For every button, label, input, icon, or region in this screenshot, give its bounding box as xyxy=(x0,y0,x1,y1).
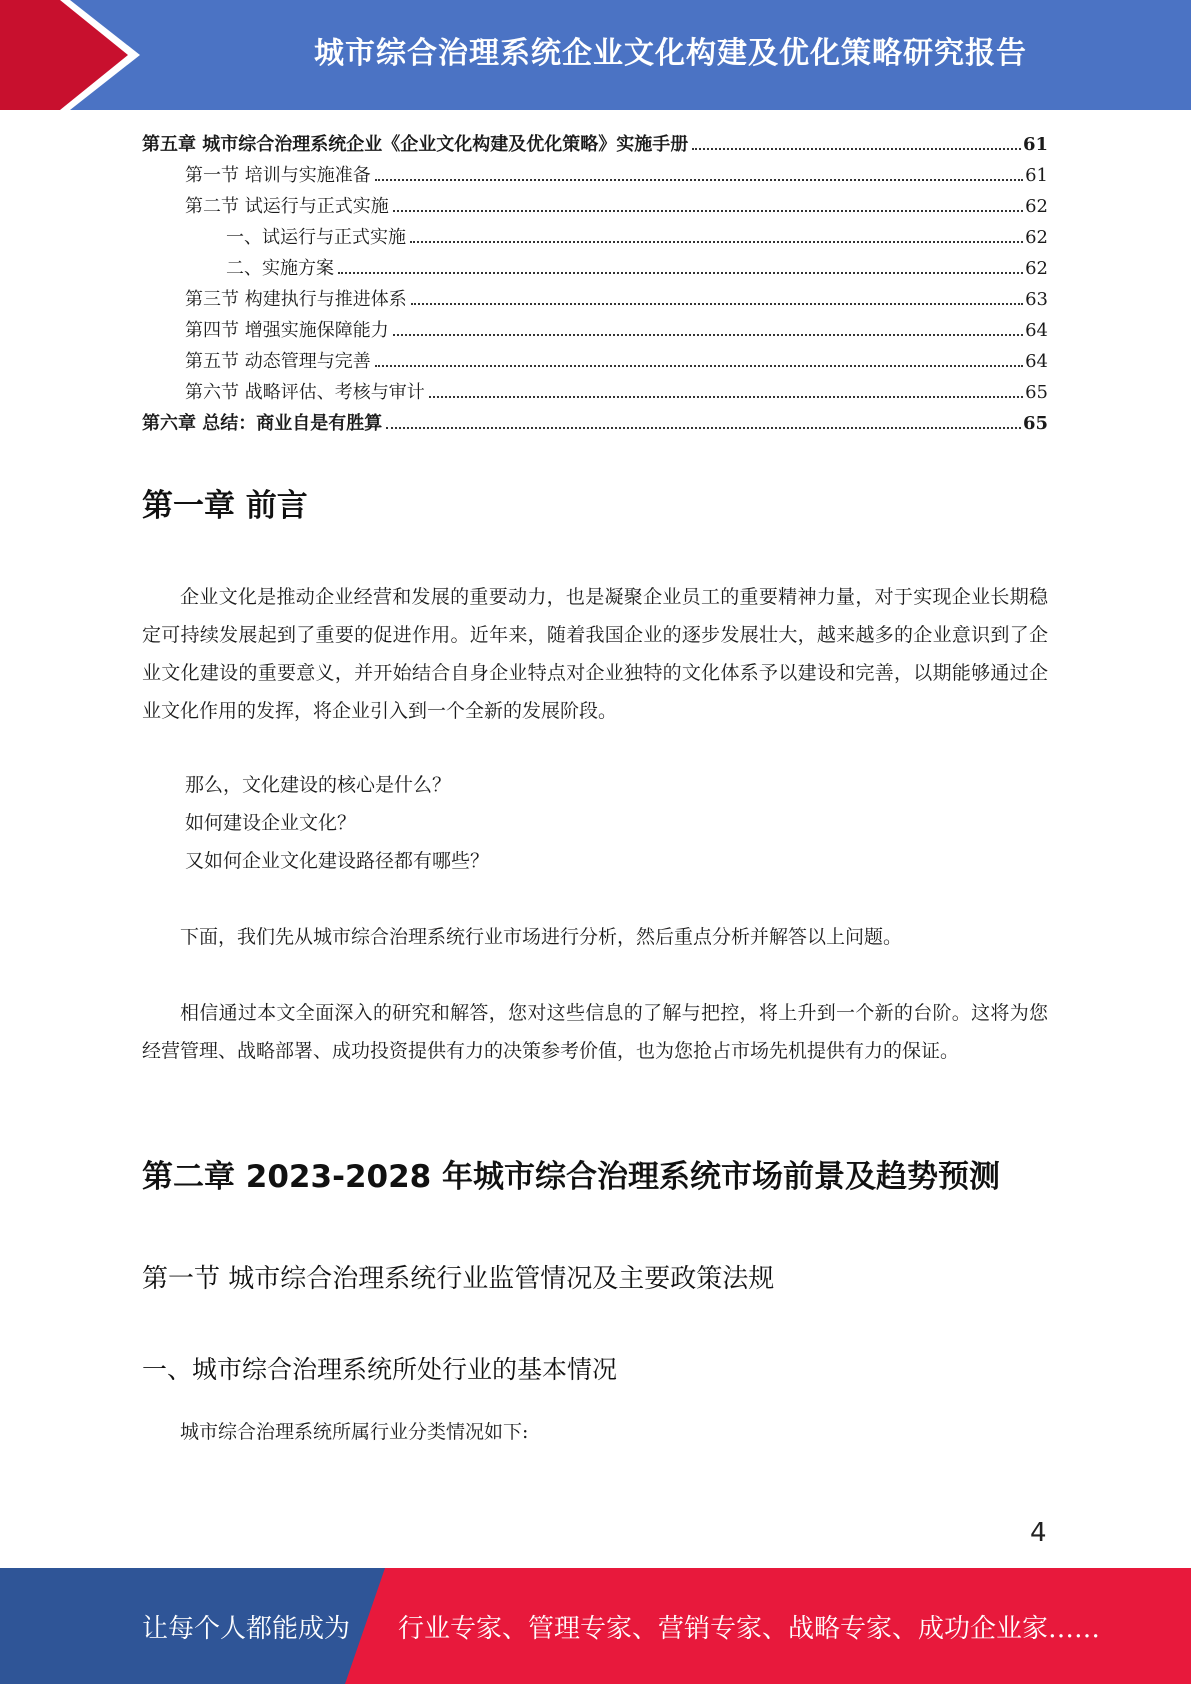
table-of-contents xyxy=(142,130,1048,440)
toc-page: 62 xyxy=(1025,196,1048,217)
toc-page: 63 xyxy=(1025,289,1048,310)
toc-label: 第四节 增强实施保障能力 xyxy=(185,320,389,341)
toc-page: 61 xyxy=(1025,165,1048,186)
toc-label: 第二节 试运行与正式实施 xyxy=(185,196,389,217)
toc-leader xyxy=(338,272,1023,274)
chapter-1-heading: 第一章 前言 xyxy=(142,488,308,524)
chapter-1-paragraph: 下面，我们先从城市综合治理系统行业市场进行分析，然后重点分析并解答以上问题。 xyxy=(180,926,903,948)
toc-entry[interactable] xyxy=(142,223,1048,254)
toc-page: 64 xyxy=(1025,351,1048,372)
toc-label: 第一节 培训与实施准备 xyxy=(185,165,371,186)
toc-label: 二、实施方案 xyxy=(226,258,334,279)
question-line: 那么，文化建设的核心是什么？ xyxy=(185,774,452,796)
header-arrow-decoration xyxy=(0,0,150,110)
toc-label: 第五节 动态管理与完善 xyxy=(185,351,371,372)
toc-leader xyxy=(393,210,1023,212)
chapter-2-heading: 第二章 2023-2028 年城市综合治理系统市场前景及趋势预测 xyxy=(142,1159,1001,1195)
toc-leader xyxy=(375,365,1023,367)
toc-leader xyxy=(393,334,1023,336)
toc-leader xyxy=(692,148,1021,150)
toc-entry[interactable] xyxy=(142,130,1048,161)
page-header xyxy=(0,0,1191,110)
toc-leader xyxy=(386,427,1021,429)
question-line: 又如何企业文化建设路径都有哪些？ xyxy=(185,850,490,872)
toc-page: 62 xyxy=(1025,258,1048,279)
toc-label: 一、试运行与正式实施 xyxy=(226,227,406,248)
section-heading: 第一节 城市综合治理系统行业监管情况及主要政策法规 xyxy=(142,1264,775,1294)
footer-slogan-left: 让每个人都能成为 xyxy=(142,1613,351,1644)
toc-label: 第六章 总结：商业自是有胜算 xyxy=(142,413,383,434)
toc-entry[interactable] xyxy=(142,378,1048,409)
subsection-heading: 一、城市综合治理系统所处行业的基本情况 xyxy=(142,1355,618,1384)
toc-page: 62 xyxy=(1025,227,1048,248)
page-number: 4 xyxy=(1030,1518,1047,1548)
header-title: 城市综合治理系统企业文化构建及优化策略研究报告 xyxy=(314,36,1027,71)
toc-leader xyxy=(411,303,1023,305)
toc-entry[interactable] xyxy=(142,409,1048,440)
toc-entry[interactable] xyxy=(142,285,1048,316)
question-line: 如何建设企业文化？ xyxy=(185,812,357,834)
footer-slogan-right: 行业专家、管理专家、营销专家、战略专家、成功企业家…… xyxy=(398,1613,1101,1644)
page-footer xyxy=(0,1568,1191,1684)
toc-page: 64 xyxy=(1025,320,1048,341)
toc-leader xyxy=(429,396,1023,398)
chapter-1-paragraph: 企业文化是推动企业经营和发展的重要动力，也是凝聚企业员工的重要精神力量，对于实现企业长期稳定可持续发展起到了重要的促进作用。近年来，随着我国企业的逐步发展壮大，越来越多的企业意识到了企业文化建设的重要意义，并开始结合自身企业特点对企业独特的文化体系予以建设和完善，以期能够通过企业文化作用的发挥，将企业引入到一个全新的发展阶段。 xyxy=(142,586,1048,722)
toc-label: 第六节 战略评估、考核与审计 xyxy=(185,382,425,403)
toc-entry[interactable] xyxy=(142,347,1048,378)
toc-page: 65 xyxy=(1022,413,1048,434)
toc-entry[interactable] xyxy=(142,316,1048,347)
toc-page: 65 xyxy=(1025,382,1048,403)
chapter-2-paragraph: 城市综合治理系统所属行业分类情况如下: xyxy=(180,1421,529,1443)
toc-label: 第五章 城市综合治理系统企业《企业文化构建及优化策略》实施手册 xyxy=(142,134,689,155)
toc-entry[interactable] xyxy=(142,254,1048,285)
toc-leader xyxy=(410,241,1023,243)
chapter-1-paragraph: 相信通过本文全面深入的研究和解答，您对这些信息的了解与把控，将上升到一个新的台阶。这将为您经营管理、战略部署、成功投资提供有力的决策参考价值，也为您抢占市场先机提供有力的保证。 xyxy=(142,1002,1048,1062)
toc-entry[interactable] xyxy=(142,192,1048,223)
toc-entry[interactable] xyxy=(142,161,1048,192)
toc-leader xyxy=(375,179,1023,181)
toc-page: 61 xyxy=(1022,134,1048,155)
toc-label: 第三节 构建执行与推进体系 xyxy=(185,289,407,310)
